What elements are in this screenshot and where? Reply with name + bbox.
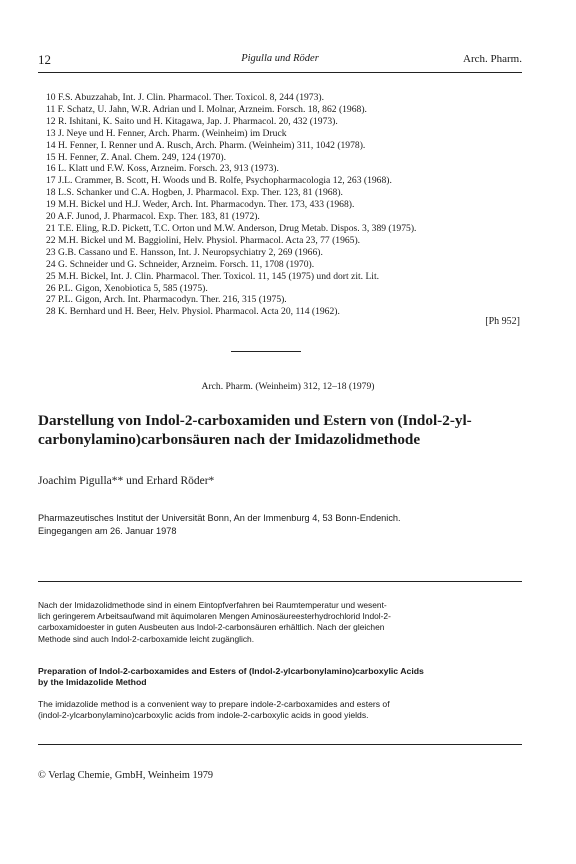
abstract-top-rule	[38, 581, 522, 582]
german-abstract	[38, 600, 518, 645]
title-line: Darstellung von Indol-2-carboxamiden und Estern von (Indol-2-yl-	[38, 412, 472, 429]
reference-item: 11 F. Schatz, U. Jahn, W.R. Adrian und I. Molnar, Arzneim. Forsch. 18, 862 (1968).	[46, 103, 367, 115]
reference-list	[46, 92, 526, 318]
abstract-line: lich geringerem Arbeitsaufwand mit äquimolaren Mengen Aminosäureesterhydrochlorid Indol-2-	[38, 611, 391, 622]
manuscript-code: [Ph 952]	[485, 316, 520, 327]
reference-item: 28 K. Bernhard und H. Beer, Helv. Physiol. Pharmacol. Acta 20, 114 (1962).	[46, 306, 340, 318]
abstract-line: Nach der Imidazolidmethode sind in einem Eintopfverfahren bei Raumtemperatur und wesent-	[38, 600, 387, 610]
reference-item: 24 G. Schneider und G. Schneider, Arzneim. Forsch. 11, 1708 (1970).	[46, 258, 315, 270]
author-list: Joachim Pigulla** und Erhard Röder*	[38, 475, 215, 487]
section-divider	[231, 351, 301, 352]
english-title-line: Preparation of Indol-2-carboxamides and Esters of (Indol-2-ylcarbonylamino)carboxylic Acids	[38, 666, 424, 676]
english-abstract	[38, 699, 518, 722]
reference-item: 20 A.F. Junod, J. Pharmacol. Exp. Ther. 183, 81 (1972).	[46, 211, 260, 223]
received-date: Eingegangen am 26. Januar 1978	[38, 525, 177, 536]
reference-item: 17 J.L. Crammer, B. Scott, H. Woods und B. Rolfe, Psychopharmacologia 12, 263 (1968).	[46, 175, 392, 187]
reference-item: 22 M.H. Bickel und M. Baggiolini, Helv. Physiol. Pharmacol. Acta 23, 77 (1965).	[46, 234, 361, 246]
reference-item: 14 H. Fenner, I. Renner und A. Rusch, Arch. Pharm. (Weinheim) 311, 1042 (1978).	[46, 139, 366, 151]
abstract-line: Methode sind auch Indol-2-carboxamide leicht zugänglich.	[38, 633, 255, 644]
reference-item: 16 L. Klatt und F.W. Koss, Arzneim. Forsch. 23, 913 (1973).	[46, 163, 279, 175]
abstract-line: (indol-2-ylcarbonylamino)carboxylic acids from indole-2-carboxylic acids in good yields.	[38, 710, 369, 721]
header-rule	[38, 72, 522, 73]
reference-item: 10 F.S. Abuzzahab, Int. J. Clin. Pharmacol. Ther. Toxicol. 8, 244 (1973).	[46, 92, 324, 103]
affiliation	[38, 512, 518, 537]
abstract-line: The imidazolide method is a convenient way to prepare indole-2-carboxamides and esters of	[38, 699, 390, 709]
journal-name: Arch. Pharm.	[463, 53, 522, 65]
abstract-bottom-rule	[38, 744, 522, 745]
running-title: Pigulla und Röder	[241, 53, 319, 64]
reference-item: 21 T.E. Eling, R.D. Pickett, T.C. Orton und M.W. Anderson, Drug Metab. Dispos. 3, 389 (1975).	[46, 222, 417, 234]
copyright-notice: © Verlag Chemie, GmbH, Weinheim 1979	[38, 770, 214, 781]
page-number: 12	[38, 52, 51, 67]
article-citation: Arch. Pharm. (Weinheim) 312, 12–18 (1979)	[201, 381, 375, 392]
reference-item: 15 H. Fenner, Z. Anal. Chem. 249, 124 (1970).	[46, 151, 227, 163]
english-title-line: by the Imidazolide Method	[38, 677, 147, 688]
reference-item: 19 M.H. Bickel und H.J. Weder, Arch. Int. Pharmacodyn. Ther. 173, 433 (1968).	[46, 199, 355, 211]
reference-item: 12 R. Ishitani, K. Saito und H. Kitagawa, Jap. J. Pharmacol. 20, 432 (1973).	[46, 115, 338, 127]
abstract-line: carboxamidoester in guten Ausbeuten aus Indol-2-carbonsäuren erhältlich. Nach der gleichen	[38, 622, 385, 633]
affiliation-line: Pharmazeutisches Institut der Universität Bonn, An der Immenburg 4, 53 Bonn-Endenich.	[38, 513, 401, 523]
english-title	[38, 666, 518, 689]
page-header	[38, 52, 522, 68]
reference-item: 27 P.L. Gigon, Arch. Int. Pharmacodyn. Ther. 216, 315 (1975).	[46, 294, 287, 306]
reference-item: 13 J. Neye und H. Fenner, Arch. Pharm. (Weinheim) im Druck	[46, 127, 287, 139]
reference-item: 18 L.S. Schanker und C.A. Hogben, J. Pharmacol. Exp. Ther. 123, 81 (1968).	[46, 187, 343, 199]
reference-item: 23 G.B. Cassano und E. Hansson, Int. J. Neuropsychiatry 2, 269 (1966).	[46, 246, 323, 258]
reference-item: 25 M.H. Bickel, Int. J. Clin. Pharmacol. Ther. Toxicol. 11, 145 (1975) und dort zit. Lit.	[46, 270, 380, 282]
article-title	[38, 411, 518, 449]
reference-item: 26 P.L. Gigon, Xenobiotica 5, 585 (1975).	[46, 282, 208, 294]
title-line: carbonylamino)carbonsäuren nach der Imidazolidmethode	[38, 431, 421, 448]
